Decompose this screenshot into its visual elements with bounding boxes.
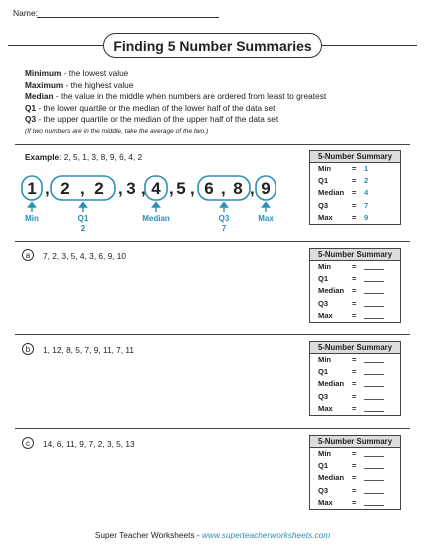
ordered-value: 2 [94, 179, 104, 198]
min-annotation: Min [25, 214, 39, 223]
name-label: Name: [13, 8, 39, 18]
summary-row-max: Max = 9 [318, 212, 369, 222]
problem-c-summary-box [309, 435, 401, 510]
summary-row-median: Median = [310, 285, 400, 297]
ordered-value: 8 [233, 179, 243, 198]
name-field-line[interactable] [37, 17, 219, 18]
summary-row-max: Max = [310, 310, 400, 322]
summary-row-max: Max = [310, 497, 400, 509]
answer-blank[interactable] [364, 273, 384, 282]
problem-c-marker: c [22, 437, 34, 449]
arrow-up-icon [29, 203, 36, 208]
ordered-value: 5 [176, 179, 186, 198]
summary-row-min: Min = [310, 261, 400, 273]
arrow-up-icon [80, 203, 87, 208]
ordered-value: 4 [151, 179, 161, 198]
footer-separator: - [194, 530, 202, 540]
answer-blank[interactable] [364, 285, 384, 294]
separator [15, 334, 410, 335]
summary-header: 5-Number Summary [310, 151, 400, 163]
answer-blank[interactable] [364, 298, 384, 307]
example-label: Example: 2, 5, 1, 3, 8, 9, 6, 4, 2 [25, 152, 143, 162]
summary-row-q3: Q3 = [310, 391, 400, 403]
example-ordered-diagram [14, 164, 276, 240]
summary-row-min: Min = [310, 354, 400, 366]
answer-blank[interactable] [364, 497, 384, 506]
comma: , [141, 179, 146, 198]
summary-row-q1: Q1 = [310, 460, 400, 472]
definition-maximum: Maximum - the highest value [25, 79, 134, 90]
separator [15, 428, 410, 429]
answer-blank[interactable] [364, 485, 384, 494]
example-summary-box [309, 150, 401, 225]
problem-c-data: 14, 6, 11, 9, 7, 2, 3, 5, 13 [43, 439, 135, 449]
comma: , [221, 179, 226, 198]
separator [15, 144, 410, 145]
problem-a-summary-box [309, 248, 401, 323]
ordered-value: 3 [126, 179, 136, 198]
ordered-value: 1 [27, 179, 37, 198]
footer [0, 530, 425, 540]
arrow-up-icon [153, 203, 160, 208]
problem-b-data: 1, 12, 8, 5, 7, 9, 11, 7, 11 [43, 345, 135, 355]
problem-a-marker: a [22, 249, 34, 261]
summary-row-max: Max = [310, 403, 400, 415]
footer-url-link[interactable]: www.superteacherworksheets.com [201, 530, 331, 540]
ordered-value: 6 [204, 179, 214, 198]
arrow-up-icon [263, 203, 270, 208]
q3-annotation: Q3 [218, 214, 230, 223]
max-annotation: Max [258, 214, 274, 223]
summary-row-q3: Q3 = [310, 298, 400, 310]
comma: , [190, 179, 195, 198]
summary-row-q1: Q1 = 2 [318, 176, 369, 186]
definition-q1: Q1 - the lower quartile or the median of the lower half of the data set [25, 102, 276, 113]
summary-row-q1: Q1 = [310, 273, 400, 285]
separator [15, 241, 410, 242]
answer-blank[interactable] [364, 403, 384, 412]
problem-b-summary-box [309, 341, 401, 416]
answer-blank[interactable] [364, 366, 384, 375]
problem-b-marker: b [22, 343, 34, 355]
summary-row-q3: Q3 = [310, 485, 400, 497]
summary-row-q3: Q3 = 7 [318, 200, 369, 210]
summary-header: 5-Number Summary [310, 249, 400, 261]
summary-row-min: Min = [310, 448, 400, 460]
comma: , [45, 179, 50, 198]
summary-row-median: Median = 4 [318, 188, 369, 198]
answer-blank[interactable] [364, 391, 384, 400]
arrow-up-icon [221, 203, 228, 208]
page-title: Finding 5 Number Summaries [103, 33, 322, 58]
summary-header: 5-Number Summary [310, 436, 400, 448]
median-annotation: Median [142, 214, 170, 223]
q1-value-annotation: 2 [80, 224, 86, 233]
summary-row-median: Median = [310, 472, 400, 484]
answer-blank[interactable] [364, 378, 384, 387]
answer-blank[interactable] [364, 261, 384, 270]
average-note: (If two numbers are in the middle, take the average of the two.) [25, 127, 209, 135]
answer-blank[interactable] [364, 472, 384, 481]
definition-q3: Q3 - the upper quartile or the median of the upper half of the data set [25, 114, 279, 125]
comma: , [118, 179, 123, 198]
footer-brand: Super Teacher Worksheets [94, 530, 195, 540]
comma: , [80, 179, 85, 198]
summary-row-min: Min = 1 [318, 164, 369, 173]
answer-blank[interactable] [364, 354, 384, 363]
answer-blank[interactable] [364, 310, 384, 319]
definition-median: Median - the value in the middle when numbers are ordered from least to greatest [25, 91, 327, 102]
answer-blank[interactable] [364, 460, 384, 469]
problem-a-data: 7, 2, 3, 5, 4, 3, 6, 9, 10 [43, 251, 127, 261]
summary-row-q1: Q1 = [310, 366, 400, 378]
comma: , [169, 179, 174, 198]
ordered-value: 2 [60, 179, 70, 198]
summary-row-median: Median = [310, 378, 400, 390]
summary-header: 5-Number Summary [310, 342, 400, 354]
q1-annotation: Q1 [77, 214, 89, 223]
answer-blank[interactable] [364, 448, 384, 457]
definitions-block [25, 68, 326, 138]
q3-value-annotation: 7 [221, 224, 227, 233]
definition-minimum: Minimum - the lowest value [25, 68, 129, 78]
comma: , [250, 179, 255, 198]
ordered-value: 9 [261, 179, 271, 198]
